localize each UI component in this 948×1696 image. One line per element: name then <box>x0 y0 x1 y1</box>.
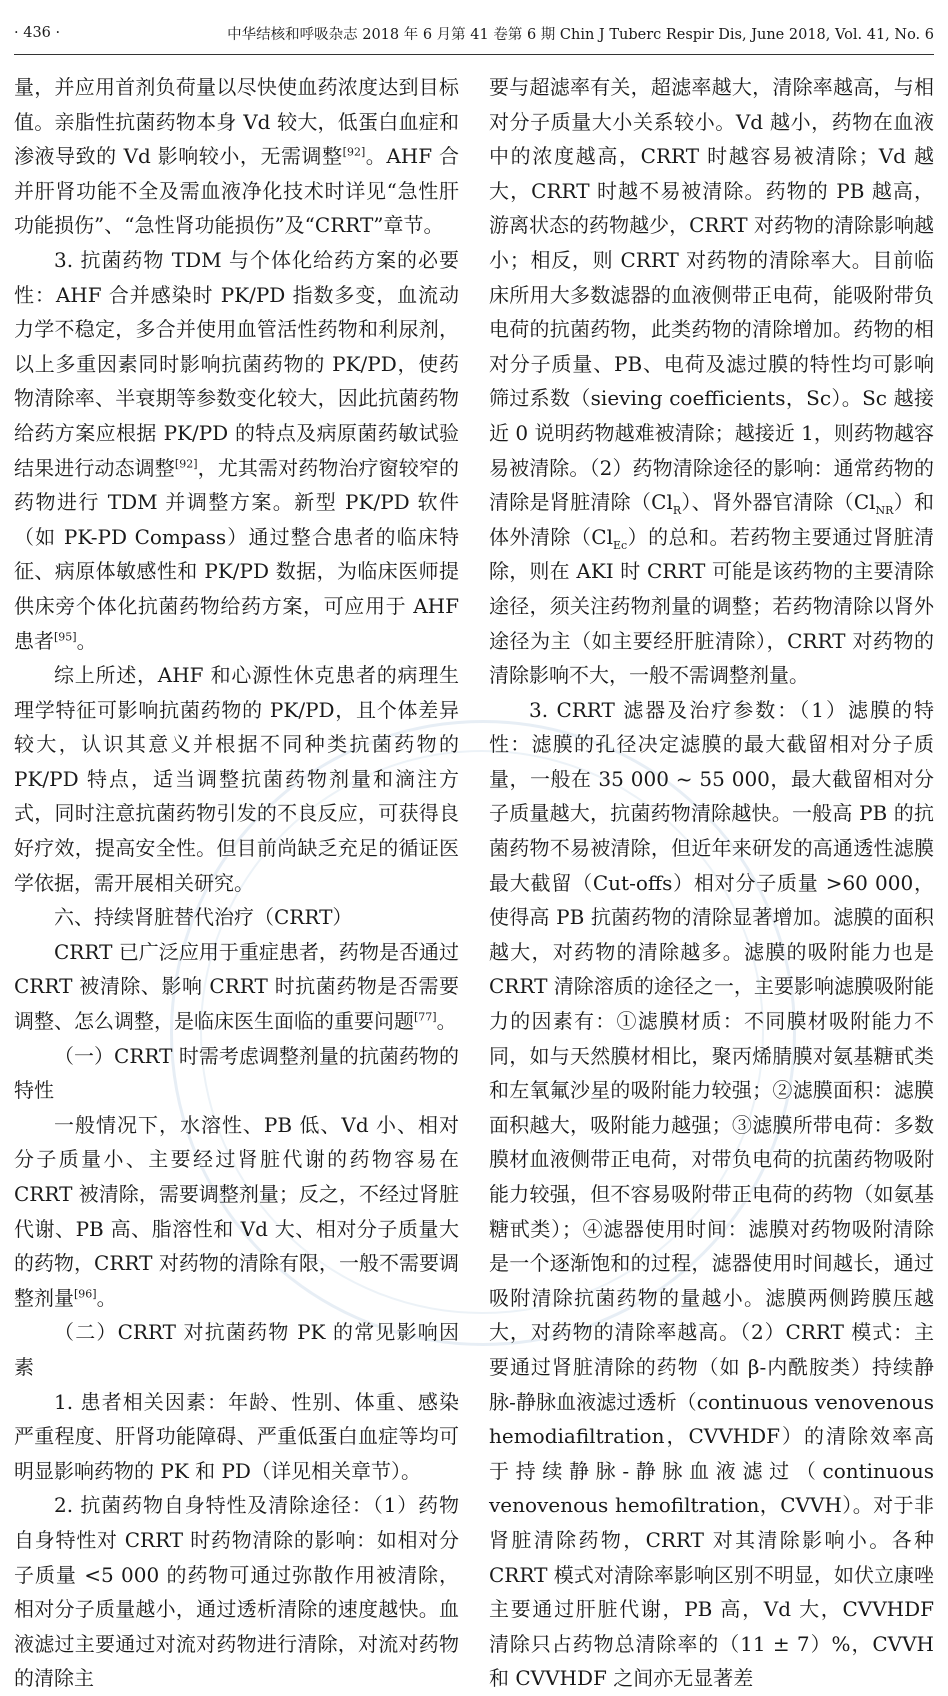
page-number: · 436 · <box>14 25 61 41</box>
section-heading: 六、持续肾脏替代治疗（CRRT） <box>54 905 353 930</box>
paragraph: 一般情况下，水溶性、PB 低、Vd 小、相对分子质量小、主要经过肾脏代谢的药物容易在 CRRT 被清除，需要调整剂量；反之，不经过肾脏代谢、PB 高、脂溶性和 Vd 大、相对分子质量大的药物，CRRT 对药物的清除有限，一般不需要调整剂量[96]。 <box>14 1112 459 1310</box>
journal-citation: 中华结核和呼吸杂志 2018 年 6 月第 41 卷第 6 期 Chin J Tuberc Respir Dis, June 2018, Vol. 41, No. 6 <box>227 26 934 43</box>
paragraph: 2. 抗菌药物自身特性及清除途径：（1）药物自身特性对 CRRT 时药物清除的影响：如相对分子质量 <5 000 的药物可通过弥散作用被清除，相对分子质量越小，通过透析清除的速度越快。血液滤过主要通过对流对药物进行清除，对流对药物的清除主 <box>14 1493 459 1691</box>
subsection-heading: （一）CRRT 时需考虑调整剂量的抗菌药物的特性 <box>14 1043 459 1103</box>
paragraph: 要与超滤率有关，超滤率越大，清除率越高，与相对分子质量大小关系较小。Vd 越小，药物在血液中的浓度越高，CRRT 时越容易被清除；Vd 越大，CRRT 时越不易被清除。药物的 PB 越高，游离状态的药物越少，CRRT 对药物的清除影响越小；相反，则 CRRT 对药物的清除率大。目前临床所用大多数滤器的血液侧带正电荷，能吸附带负电荷的抗菌药物，此类药物的清除增加。药物的相对分子质量、PB、电荷及滤过膜的特性均可影响筛过系数（sieving coefficients，Sc）。Sc 越接近 0 说明药物越难被清除；越接近 1，则药物越容易被清除。（2）药物清除途径的影响：通常药物的清除是肾脏清除$(Cl_R)$、肾外器官清除$(Cl_{NR})$和体外清除$(Cl_{Ec})$的总和。若药物主要通过肾脏清除，则在 AKI 时 CRRT 可能是该药物的主要清除途径，须关注药物剂量的调整；若药物清除以肾外途径为主（如主要经肝脏清除），CRRT 对药物的清除影响不大，一般不需调整剂量。 <box>489 75 935 688</box>
paragraph: 综上所述，AHF 和心源性休克患者的病理生理学特征可影响抗菌药物的 PK/PD，且个体差异较大，认识其意义并根据不同种类抗菌药物的 PK/PD 特点，适当调整抗菌药物剂量和滴注方式，同时注意抗菌药物引发的不良反应，可获得良好疗效，提高安全性。但目前尚缺乏充足的循证医学依据，需开展相关研究。 <box>14 663 459 895</box>
paragraph: 量，并应用首剂负荷量以尽快使血药浓度达到目标值。亲脂性抗菌药物本身 Vd 较大，低蛋白血症和渗液导致的 Vd 影响较小，无需调整[92]。AHF 合并肝肾功能不全及需血液净化技术时详见“急性肝功能损伤”、“急性肾功能损伤”及“CRRT”章节。 <box>14 75 459 238</box>
subsection-heading: （二）CRRT 对抗菌药物 PK 的常见影响因素 <box>14 1320 459 1379</box>
right-column <box>489 70 935 1691</box>
left-column <box>14 70 460 1691</box>
paragraph: CRRT 已广泛应用于重症患者，药物是否通过 CRRT 被清除、影响 CRRT 时抗菌药物是否需要调整、怎么调整，是临床医生面临的重要问题[77]。 <box>14 939 459 1034</box>
header-divider <box>14 54 934 55</box>
paragraph: 3. CRRT 滤器及治疗参数：（1）滤膜的特性：滤膜的孔径决定滤膜的最大截留相对分子质量，一般在 35 000 ~ 55 000，最大截留相对分子质量越大，抗菌药物清除越快。一般高 PB 的抗菌药物不易被清除，但近年来研发的高通透性滤膜最大截留（Cut-offs）相对分子质量 >60 000，使得高 PB 抗菌药物的清除显著增加。滤膜的面积越大，对药物的清除越多。滤膜的吸附能力也是 CRRT 清除溶质的途径之一，主要影响滤膜吸附能力的因素有：①滤膜材质：不同膜材吸附能力不同，如与天然膜材相比，聚丙烯腈膜对氨基糖甙类和左氧氟沙星的吸附能力较强；②滤膜面积：滤膜面积越大，吸附能力越强；③滤膜所带电荷：多数膜材血液侧带正电荷，对带负电荷的抗菌药物吸附能力较强，但不容易吸附带正电荷的药物（如氨基糖甙类）；④滤器使用时间：滤膜对药物吸附清除是一个逐渐饱和的过程，滤器使用时间越长，通过吸附清除抗菌药物的量越小。滤膜两侧跨膜压越大，对药物的清除率越高。（2）CRRT 模式：主要通过肾脏清除的药物（如 β-内酰胺类）持续静脉-静脉血液滤过透析（continuous venovenous hemodiafiltration，CVVHDF）的清除效率高于持续静脉-静脉血液滤过（continuous venovenous hemofiltration，CVVH）。对于非肾脏清除药物，CRRT 对其清除影响小。各种 CRRT 模式对清除率影响区别不明显，如伏立康唑主要通过肝脏代谢，PB 高，Vd 大，CVVHDF 清除只占药物总清除率的（11 ± 7）%，CVVH 和 CVVHDF 之间亦无显著差 <box>489 697 934 1691</box>
paragraph: 3. 抗菌药物 TDM 与个体化给药方案的必要性：AHF 合并感染时 PK/PD 指数多变，血流动力学不稳定，多合并使用血管活性药物和利尿剂，以上多重因素同时影响抗菌药物的 PK/PD，使药物清除率、半衰期等参数变化较大，因此抗菌药物给药方案应根据 PK/PD 的特点及病原菌药敏试验结果进行动态调整[92]，尤其需对药物治疗窗较窄的药物进行 TDM 并调整方案。新型 PK/PD 软件（如 PK-PD Compass）通过整合患者的临床特征、病原体敏感性和 PK/PD 数据，为临床医师提供床旁个体化抗菌药物给药方案，可应用于 AHF 患者[95]。 <box>14 247 460 653</box>
page-header <box>14 22 934 44</box>
paragraph: 1. 患者相关因素：年龄、性别、体重、感染严重程度、肝肾功能障碍、严重低蛋白血症等均可明显影响药物的 PK 和 PD（详见相关章节）。 <box>14 1389 459 1483</box>
